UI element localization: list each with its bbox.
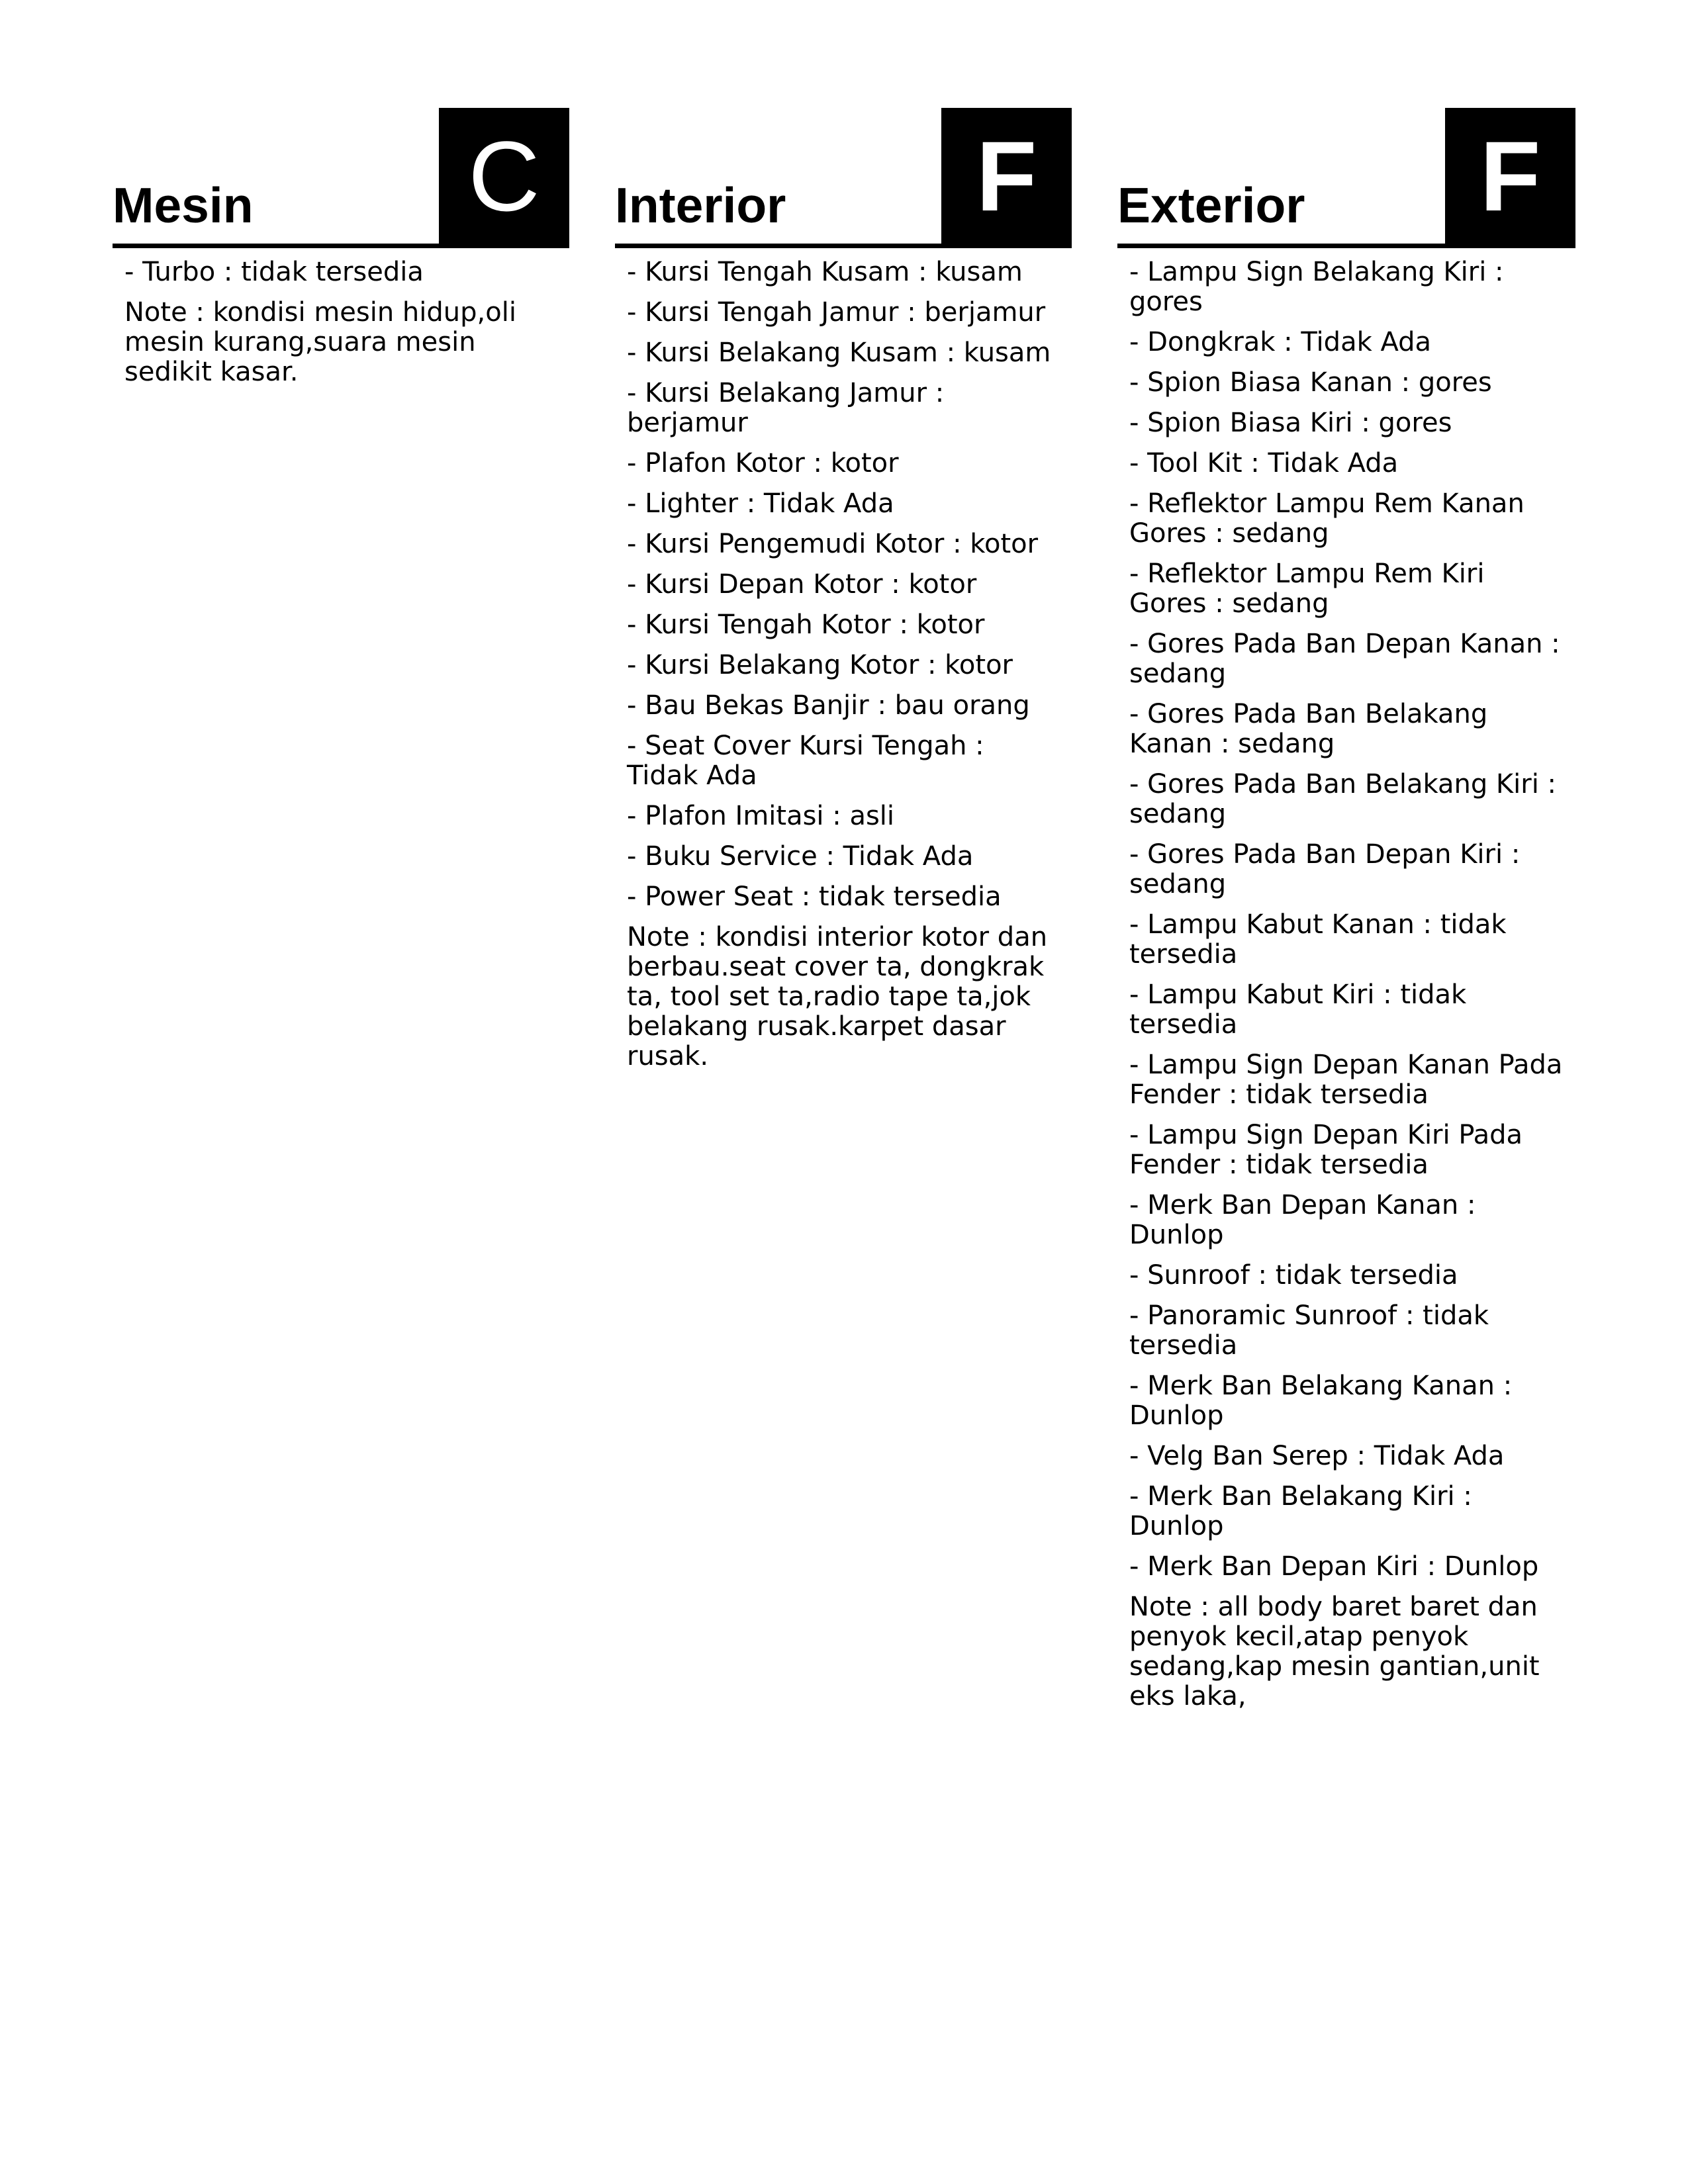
section-title: Interior (615, 177, 786, 233)
list-item: - Merk Ban Belakang Kiri : Dunlop (1129, 1481, 1472, 1541)
list-item: - Gores Pada Ban Depan Kiri : sedang (1129, 839, 1521, 899)
section-note: Note : all body baret baret dan penyok kecil,atap penyok sedang,kap mesin gantian,unit eks laka, (1129, 1592, 1540, 1711)
list-item: - Turbo : tidak tersedia (124, 257, 424, 287)
grade-badge: F (941, 108, 1072, 244)
list-item: - Kursi Depan Kotor : kotor (627, 569, 977, 600)
section-exterior (1117, 108, 1575, 1711)
list-item: - Kursi Tengah Jamur : berjamur (627, 297, 1046, 328)
list-item: - Kursi Tengah Kusam : kusam (627, 257, 1023, 287)
list-item: - Kursi Tengah Kotor : kotor (627, 610, 985, 640)
section-interior (615, 108, 1072, 1071)
section-title: Mesin (113, 177, 254, 233)
list-item: - Kursi Belakang Kotor : kotor (627, 650, 1013, 680)
list-item: - Reflektor Lampu Rem Kanan Gores : sedang (1129, 488, 1524, 549)
list-item: - Kursi Pengemudi Kotor : kotor (627, 529, 1039, 559)
section-body (113, 248, 569, 387)
list-item: - Gores Pada Ban Belakang Kanan : sedang (1129, 699, 1488, 759)
list-item: - Plafon Kotor : kotor (627, 448, 899, 478)
list-item: - Spion Biasa Kiri : gores (1129, 408, 1452, 438)
list-item: - Tool Kit : Tidak Ada (1129, 448, 1399, 478)
section-body (1117, 248, 1575, 1711)
section-body (615, 248, 1072, 1071)
list-item: - Gores Pada Ban Depan Kanan : sedang (1129, 629, 1560, 689)
list-item: - Kursi Belakang Jamur : berjamur (627, 378, 945, 438)
list-item: - Lampu Kabut Kanan : tidak tersedia (1129, 909, 1507, 970)
list-item: - Lampu Kabut Kiri : tidak tersedia (1129, 979, 1467, 1040)
list-item: - Reflektor Lampu Rem Kiri Gores : sedang (1129, 559, 1485, 619)
list-item: - Plafon Imitasi : asli (627, 801, 895, 831)
list-item: - Merk Ban Depan Kanan : Dunlop (1129, 1190, 1476, 1250)
list-item: - Lighter : Tidak Ada (627, 488, 894, 519)
list-item: - Buku Service : Tidak Ada (627, 841, 974, 872)
list-item: - Bau Bekas Banjir : bau orang (627, 690, 1030, 721)
section-note: Note : kondisi mesin hidup,oli mesin kurang,suara mesin sedikit kasar. (124, 297, 516, 387)
section-title: Exterior (1117, 177, 1305, 233)
section-note: Note : kondisi interior kotor dan berbau.seat cover ta, dongkrak ta, tool set ta,radio tape ta,jok belakang rusak.karpet dasar rusak. (627, 922, 1048, 1071)
list-item: - Sunroof : tidak tersedia (1129, 1260, 1458, 1291)
section-mesin (113, 108, 569, 387)
list-item: - Power Seat : tidak tersedia (627, 882, 1002, 912)
list-item: - Lampu Sign Belakang Kiri : gores (1129, 257, 1504, 317)
list-item: - Merk Ban Belakang Kanan : Dunlop (1129, 1371, 1513, 1431)
section-header (615, 108, 1072, 248)
list-item: - Merk Ban Depan Kiri : Dunlop (1129, 1551, 1539, 1582)
list-item: - Spion Biasa Kanan : gores (1129, 367, 1492, 398)
list-item: - Panoramic Sunroof : tidak tersedia (1129, 1300, 1489, 1361)
list-item: - Seat Cover Kursi Tengah : Tidak Ada (627, 731, 984, 791)
list-item: - Dongkrak : Tidak Ada (1129, 327, 1432, 357)
list-item: - Lampu Sign Depan Kiri Pada Fender : tidak tersedia (1129, 1120, 1523, 1180)
section-header (1117, 108, 1575, 248)
list-item: - Gores Pada Ban Belakang Kiri : sedang (1129, 769, 1557, 829)
list-item: - Lampu Sign Depan Kanan Pada Fender : tidak tersedia (1129, 1050, 1563, 1110)
grade-badge: C (439, 108, 569, 244)
section-header (113, 108, 569, 248)
list-item: - Kursi Belakang Kusam : kusam (627, 338, 1051, 368)
list-item: - Velg Ban Serep : Tidak Ada (1129, 1441, 1505, 1471)
grade-badge: F (1445, 108, 1575, 244)
